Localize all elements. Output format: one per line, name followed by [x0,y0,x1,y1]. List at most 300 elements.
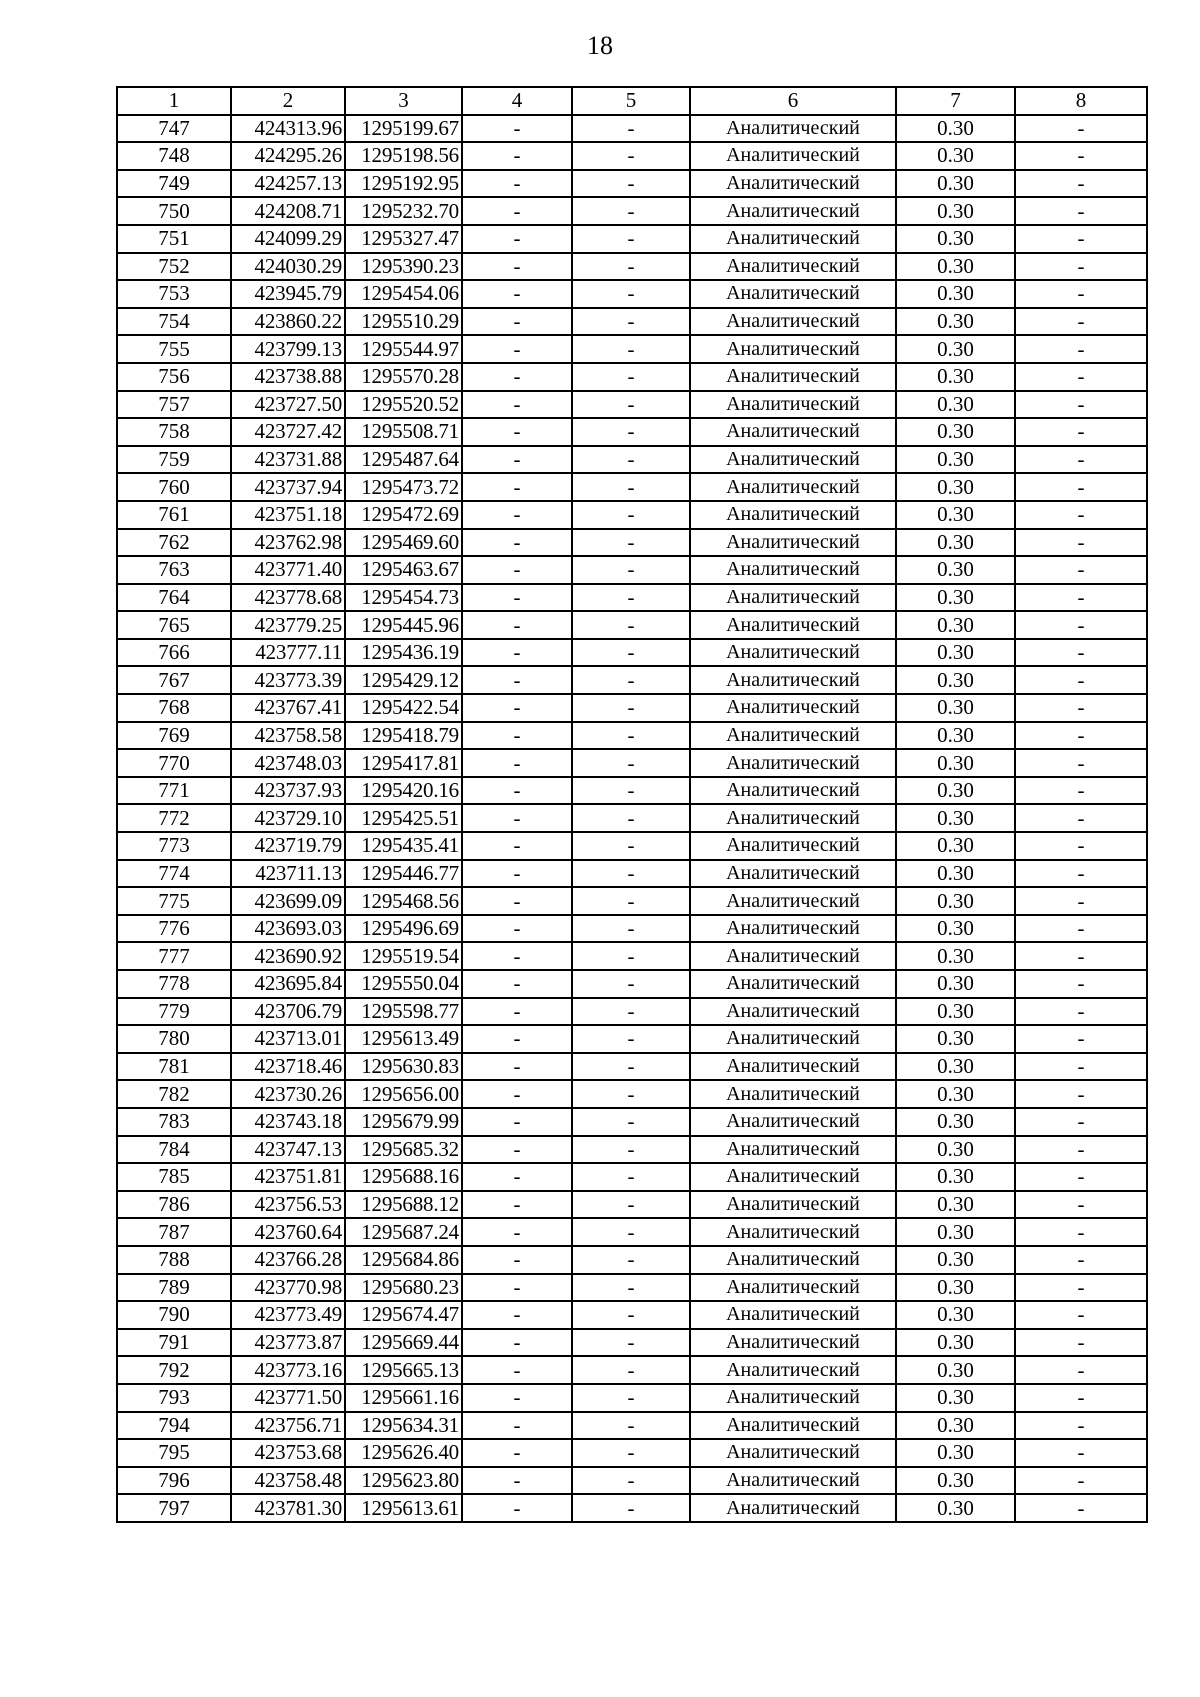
table-cell: - [1015,1439,1147,1467]
table-cell: 1295519.54 [345,942,462,970]
table-cell: Аналитический [690,777,896,805]
table-cell: Аналитический [690,225,896,253]
table-cell: - [1015,998,1147,1026]
table-row [117,860,1147,888]
table-cell: 765 [117,611,231,639]
table-cell: 795 [117,1439,231,1467]
table-cell: - [1015,142,1147,170]
table-cell: 1295436.19 [345,639,462,667]
table-cell: Аналитический [690,1439,896,1467]
table-row [117,722,1147,750]
table-cell: 0.30 [896,1274,1015,1302]
table-cell: Аналитический [690,501,896,529]
table-cell: 423713.01 [231,1025,345,1053]
table-cell: - [1015,1467,1147,1495]
table-cell: Аналитический [690,115,896,143]
table-cell: 0.30 [896,1218,1015,1246]
table-cell: - [1015,970,1147,998]
table-cell: Аналитический [690,998,896,1026]
table-cell: Аналитический [690,749,896,777]
table-cell: Аналитический [690,1329,896,1357]
table-cell: 423799.13 [231,335,345,363]
table-cell: - [1015,473,1147,501]
table-row [117,391,1147,419]
table-cell: 1295487.64 [345,446,462,474]
table-row [117,1218,1147,1246]
table-cell: 1295684.86 [345,1246,462,1274]
table-row [117,694,1147,722]
table-cell: 769 [117,722,231,750]
table-cell: 1295417.81 [345,749,462,777]
table-cell: 1295429.12 [345,666,462,694]
table-cell: - [462,1053,572,1081]
table-cell: 423693.03 [231,915,345,943]
table-cell: Аналитический [690,639,896,667]
table-cell: 770 [117,749,231,777]
table-cell: 0.30 [896,694,1015,722]
table-cell: 0.30 [896,253,1015,281]
table-row [117,253,1147,281]
table-cell: Аналитический [690,584,896,612]
table-cell: 1295626.40 [345,1439,462,1467]
table-cell: 1295687.24 [345,1218,462,1246]
table-row [117,473,1147,501]
table-cell: 1295496.69 [345,915,462,943]
column-header-3: 3 [345,87,462,115]
table-cell: - [1015,115,1147,143]
table-cell: 1295680.23 [345,1274,462,1302]
table-cell: 423690.92 [231,942,345,970]
table-cell: - [462,556,572,584]
table-cell: 0.30 [896,1301,1015,1329]
table-cell: - [1015,804,1147,832]
table-cell: 0.30 [896,1467,1015,1495]
table-cell: - [572,639,690,667]
table-cell: - [462,887,572,915]
table-cell: 423860.22 [231,308,345,336]
table-cell: - [462,915,572,943]
table-cell: Аналитический [690,529,896,557]
table-cell: 782 [117,1080,231,1108]
table-row [117,529,1147,557]
table-cell: 0.30 [896,611,1015,639]
table-cell: Аналитический [690,1274,896,1302]
table-cell: - [462,1218,572,1246]
table-cell: 423773.16 [231,1356,345,1384]
table-row [117,804,1147,832]
table-cell: 1295688.12 [345,1191,462,1219]
table-cell: 423758.48 [231,1467,345,1495]
table-cell: 1295435.41 [345,832,462,860]
table-cell: 424208.71 [231,197,345,225]
table-cell: 775 [117,887,231,915]
table-cell: 757 [117,391,231,419]
table-cell: - [1015,1356,1147,1384]
table-cell: 423767.41 [231,694,345,722]
table-cell: - [1015,694,1147,722]
table-cell: 423737.93 [231,777,345,805]
table-cell: 423729.10 [231,804,345,832]
table-cell: 0.30 [896,418,1015,446]
table-cell: 1295454.73 [345,584,462,612]
table-cell: Аналитический [690,860,896,888]
table-cell: 756 [117,363,231,391]
table-cell: 1295656.00 [345,1080,462,1108]
table-cell: - [462,1494,572,1522]
table-cell: - [1015,1274,1147,1302]
table-cell: - [1015,832,1147,860]
page-number: 18 [587,31,613,60]
table-row [117,1356,1147,1384]
table-cell: - [572,1439,690,1467]
table-cell: - [462,1384,572,1412]
table-cell: - [572,611,690,639]
table-cell: Аналитический [690,1108,896,1136]
table-cell: 783 [117,1108,231,1136]
table-cell: 781 [117,1053,231,1081]
table-cell: 0.30 [896,335,1015,363]
table-cell: - [462,1274,572,1302]
table-cell: 0.30 [896,1108,1015,1136]
table-cell: 772 [117,804,231,832]
table-cell: Аналитический [690,418,896,446]
table-cell: 423727.50 [231,391,345,419]
table-cell: - [1015,197,1147,225]
table-cell: Аналитический [690,446,896,474]
table-cell: Аналитический [690,1494,896,1522]
table-cell: 786 [117,1191,231,1219]
table-cell: - [462,170,572,198]
table-cell: Аналитический [690,253,896,281]
table-cell: 423760.64 [231,1218,345,1246]
table-cell: 423727.42 [231,418,345,446]
table-cell: 423748.03 [231,749,345,777]
table-cell: 779 [117,998,231,1026]
table-cell: - [462,611,572,639]
table-cell: Аналитический [690,280,896,308]
table-cell: 1295468.56 [345,887,462,915]
table-row [117,1329,1147,1357]
table-row [117,749,1147,777]
table-cell: 423737.94 [231,473,345,501]
coordinates-table [116,86,1148,1523]
table-cell: Аналитический [690,804,896,832]
table-cell: 797 [117,1494,231,1522]
table-cell: 787 [117,1218,231,1246]
table-cell: Аналитический [690,1246,896,1274]
table-row [117,1163,1147,1191]
table-cell: - [572,666,690,694]
table-cell: 1295425.51 [345,804,462,832]
table-cell: 754 [117,308,231,336]
table-row [117,115,1147,143]
table-cell: - [572,391,690,419]
table-row [117,363,1147,391]
table-cell: Аналитический [690,666,896,694]
table-cell: Аналитический [690,1356,896,1384]
table-cell: 785 [117,1163,231,1191]
table-cell: 1295418.79 [345,722,462,750]
table-cell: - [1015,722,1147,750]
table-cell: - [462,225,572,253]
table-cell: 784 [117,1136,231,1164]
table-cell: 423770.98 [231,1274,345,1302]
table-cell: - [572,1136,690,1164]
table-cell: - [462,970,572,998]
table-cell: - [1015,666,1147,694]
table-cell: Аналитический [690,1412,896,1440]
table-cell: 0.30 [896,280,1015,308]
table-cell: - [462,860,572,888]
table-cell: 0.30 [896,832,1015,860]
table-cell: - [462,363,572,391]
table-cell: - [1015,1384,1147,1412]
table-cell: 424099.29 [231,225,345,253]
table-cell: 0.30 [896,777,1015,805]
column-header-5: 5 [572,87,690,115]
table-row [117,308,1147,336]
table-cell: 0.30 [896,1163,1015,1191]
table-cell: - [572,501,690,529]
table-cell: - [462,446,572,474]
table-cell: - [462,418,572,446]
table-cell: - [462,391,572,419]
table-cell: - [1015,915,1147,943]
table-cell: - [572,556,690,584]
table-cell: 0.30 [896,722,1015,750]
table-cell: - [462,1467,572,1495]
table-cell: 0.30 [896,473,1015,501]
table-cell: - [572,1384,690,1412]
table-cell: 1295327.47 [345,225,462,253]
table-cell: 0.30 [896,225,1015,253]
table-cell: 0.30 [896,501,1015,529]
table-cell: Аналитический [690,556,896,584]
table-cell: - [462,529,572,557]
table-cell: 750 [117,197,231,225]
table-cell: - [1015,446,1147,474]
table-cell: 0.30 [896,1494,1015,1522]
table-cell: 0.30 [896,391,1015,419]
table-cell: - [1015,777,1147,805]
table-row [117,777,1147,805]
table-row [117,556,1147,584]
table-cell: - [462,1163,572,1191]
table-cell: 423945.79 [231,280,345,308]
table-cell: 1295454.06 [345,280,462,308]
table-cell: 1295390.23 [345,253,462,281]
table-cell: 0.30 [896,1356,1015,1384]
table-cell: - [572,694,690,722]
table-cell: - [1015,1136,1147,1164]
table-cell: 1295688.16 [345,1163,462,1191]
table-cell: - [1015,749,1147,777]
table-cell: - [572,363,690,391]
table-cell: 762 [117,529,231,557]
table-cell: Аналитический [690,391,896,419]
table-cell: - [1015,391,1147,419]
table-cell: - [572,860,690,888]
table-cell: 789 [117,1274,231,1302]
table-cell: Аналитический [690,722,896,750]
table-cell: - [572,197,690,225]
table-cell: 0.30 [896,1412,1015,1440]
table-cell: - [1015,363,1147,391]
table-cell: Аналитический [690,1301,896,1329]
table-cell: - [1015,584,1147,612]
table-cell: 0.30 [896,1053,1015,1081]
table-cell: 767 [117,666,231,694]
table-cell: - [572,749,690,777]
table-cell: 423731.88 [231,446,345,474]
table-cell: - [462,1412,572,1440]
table-cell: 423730.26 [231,1080,345,1108]
table-cell: 423695.84 [231,970,345,998]
table-cell: - [572,418,690,446]
column-header-8: 8 [1015,87,1147,115]
table-cell: 790 [117,1301,231,1329]
table-row [117,666,1147,694]
table-cell: 1295463.67 [345,556,462,584]
table-cell: 423781.30 [231,1494,345,1522]
table-cell: - [462,253,572,281]
table-cell: 752 [117,253,231,281]
table-cell: 423756.53 [231,1191,345,1219]
table-cell: 753 [117,280,231,308]
table-cell: - [462,832,572,860]
table-row [117,915,1147,943]
table-cell: 1295192.95 [345,170,462,198]
table-cell: - [572,970,690,998]
table-cell: Аналитический [690,1218,896,1246]
column-header-2: 2 [231,87,345,115]
table-cell: - [572,1329,690,1357]
table-cell: Аналитический [690,1136,896,1164]
table-row [117,1080,1147,1108]
table-cell: Аналитический [690,915,896,943]
table-cell: - [1015,253,1147,281]
table-cell: 0.30 [896,1025,1015,1053]
table-cell: 1295446.77 [345,860,462,888]
table-cell: - [572,1025,690,1053]
table-cell: 0.30 [896,115,1015,143]
table-cell: 0.30 [896,170,1015,198]
table-cell: 0.30 [896,1439,1015,1467]
table-cell: 423777.11 [231,639,345,667]
table-cell: 755 [117,335,231,363]
table-cell: 1295422.54 [345,694,462,722]
table-cell: 0.30 [896,197,1015,225]
table-cell: - [1015,418,1147,446]
table-cell: - [462,998,572,1026]
table-cell: 1295674.47 [345,1301,462,1329]
table-row [117,1439,1147,1467]
table-cell: - [1015,887,1147,915]
table-cell: 424257.13 [231,170,345,198]
table-cell: Аналитический [690,832,896,860]
table-cell: 761 [117,501,231,529]
table-cell: - [462,501,572,529]
table-cell: 0.30 [896,584,1015,612]
table-row [117,942,1147,970]
table-cell: - [572,1412,690,1440]
table-cell: 423718.46 [231,1053,345,1081]
table-cell: - [572,1494,690,1522]
table-cell: - [1015,1108,1147,1136]
table-cell: - [572,887,690,915]
table-row [117,611,1147,639]
table-cell: 1295469.60 [345,529,462,557]
table-row [117,446,1147,474]
table-cell: - [572,1467,690,1495]
table-cell: 1295420.16 [345,777,462,805]
header-row [117,87,1147,115]
table-row [117,1384,1147,1412]
table-cell: 768 [117,694,231,722]
table-cell: Аналитический [690,170,896,198]
table-row [117,142,1147,170]
table-cell: - [572,170,690,198]
column-header-1: 1 [117,87,231,115]
table-cell: 778 [117,970,231,998]
table-cell: - [1015,556,1147,584]
table-cell: 777 [117,942,231,970]
table-row [117,1412,1147,1440]
table-cell: 0.30 [896,446,1015,474]
table-row [117,1274,1147,1302]
table-cell: Аналитический [690,1080,896,1108]
table-cell: 1295198.56 [345,142,462,170]
table-cell: - [572,1301,690,1329]
table-cell: 1295510.29 [345,308,462,336]
table-cell: 1295473.72 [345,473,462,501]
table-cell: - [572,998,690,1026]
table-cell: - [462,584,572,612]
table-cell: 1295623.80 [345,1467,462,1495]
table-cell: - [1015,639,1147,667]
table-cell: - [1015,1301,1147,1329]
table-cell: - [462,694,572,722]
table-cell: 0.30 [896,749,1015,777]
table-cell: - [462,639,572,667]
table-cell: 776 [117,915,231,943]
table-cell: 1295661.16 [345,1384,462,1412]
table-cell: 0.30 [896,1080,1015,1108]
table-row [117,418,1147,446]
table-cell: 771 [117,777,231,805]
table-cell: 0.30 [896,804,1015,832]
table-row [117,1467,1147,1495]
table-row [117,887,1147,915]
table-cell: 1295544.97 [345,335,462,363]
table-cell: - [572,722,690,750]
table-cell: 0.30 [896,308,1015,336]
table-cell: 423753.68 [231,1439,345,1467]
table-cell: - [462,1301,572,1329]
table-cell: 1295520.52 [345,391,462,419]
table-cell: 1295685.32 [345,1136,462,1164]
table-cell: - [462,1191,572,1219]
table-cell: - [572,253,690,281]
table-cell: 0.30 [896,1246,1015,1274]
table-cell: 796 [117,1467,231,1495]
table-row [117,197,1147,225]
table-cell: 423773.87 [231,1329,345,1357]
table-cell: 791 [117,1329,231,1357]
table-cell: - [462,1329,572,1357]
table-row [117,1136,1147,1164]
table-cell: - [572,308,690,336]
